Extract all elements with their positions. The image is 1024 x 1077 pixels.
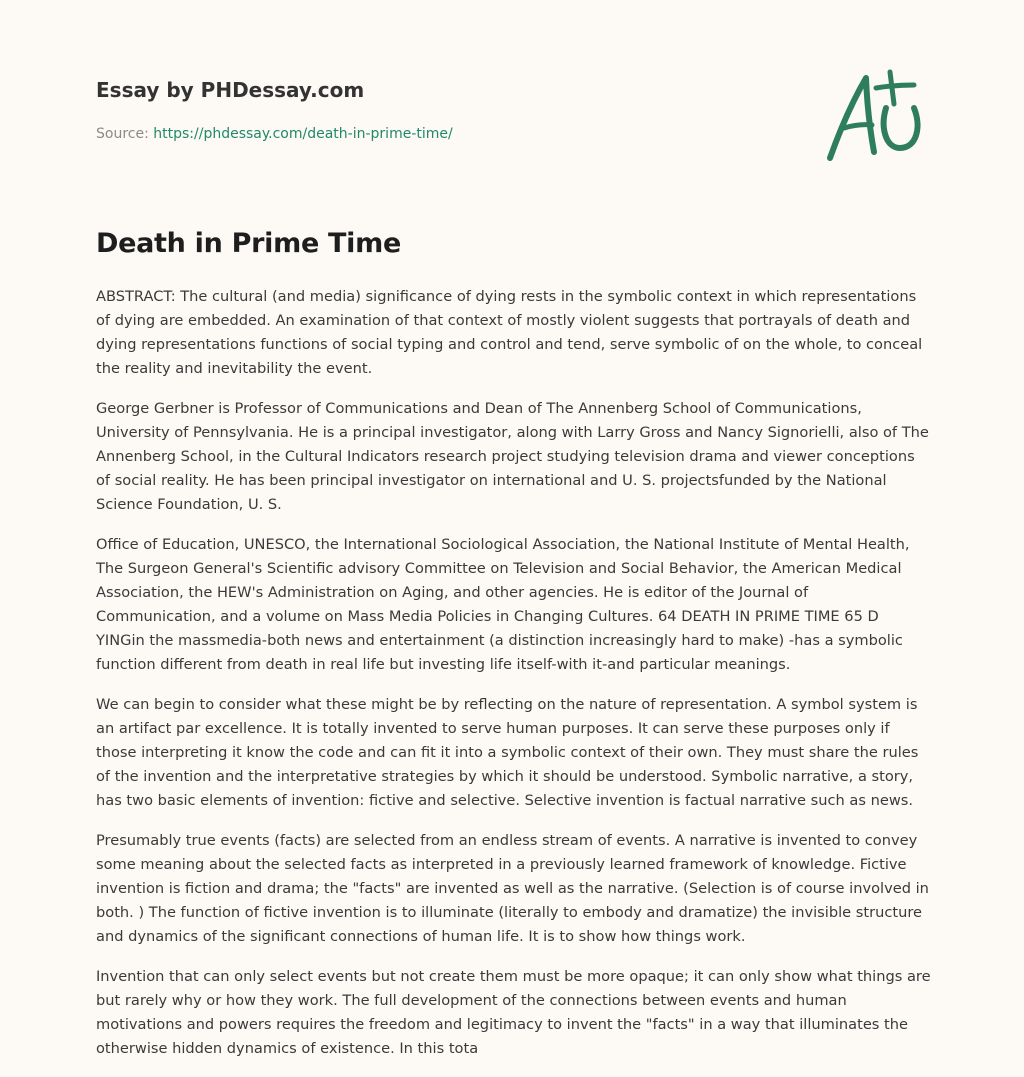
essay-paragraph: George Gerbner is Professor of Communications and Dean of The Annenberg School of Communications, University of Pennsylvania. He is a principal investigator, along with Larry Gross and Nancy Signorielli, also of The Annenberg School, in the Cultural Indicators research project studying television drama and viewer conceptions of social reality. He has been principal investigator on international and U. S. projectsfunded by the National Science Foundation, U. S. xyxy=(96,400,929,513)
essay-paragraph: Office of Education, UNESCO, the International Sociological Association, the National Institute of Mental Health, The Surgeon General's Scientific advisory Committee on Television and Social Behavior, the American Medical Association, the HEW's Administration on Aging, and other agencies. He is editor of the Journal of Communication, and a volume on Mass Media Policies in Changing Cultures. 64 DEATH IN PRIME TIME 65 D YINGin the massmedia-both news and entertainment (a distinction increasingly hard to make) -has a symbolic function different from death in real life but investing life itself-with it-and particular meanings. xyxy=(96,536,910,673)
source-label: Source: xyxy=(96,126,149,142)
site-title: Essay by PHDessay.com xyxy=(96,78,365,102)
essay-body xyxy=(96,285,932,1077)
essay-header xyxy=(96,76,656,144)
a-plus-grade-logo xyxy=(822,68,926,164)
essay-paragraph: Presumably true events (facts) are selected from an endless stream of events. A narrative is invented to convey some meaning about the selected facts as interpreted in a previously learned framework of knowledge. Fictive invention is fiction and drama; the "facts" are invented as well as the narrative. (Selection is of course involved in both. ) The function of fictive invention is to illuminate (literally to embody and dramatize) the invisible structure and dynamics of the significant connections of human life. It is to show how things work. xyxy=(96,832,929,945)
essay-title: Death in Prime Time xyxy=(96,228,401,259)
essay-paragraph: We can begin to consider what these might be by reflecting on the nature of representation. A symbol system is an artifact par excellence. It is totally invented to serve human purposes. It can serve these purposes only if those interpreting it know the code and can fit it into a symbolic context of their own. They must share the rules of the invention and the interpretative strategies by which it should be understood. Symbolic narrative, a story, has two basic elements of invention: fictive and selective. Selective invention is factual narrative such as news. xyxy=(96,696,919,809)
source-line xyxy=(96,124,656,144)
source-link[interactable]: https://phdessay.com/death-in-prime-time/ xyxy=(153,126,453,142)
essay-paragraph: Invention that can only select events but not create them must be more opaque; it can only show what things are but rarely why or how they work. The full development of the connections between events and human motivations and powers requires the freedom and legitimacy to invent the "facts" in a way that illuminates the otherwise hidden dynamics of existence. In this tota xyxy=(96,968,931,1057)
a-plus-icon xyxy=(822,68,926,164)
essay-paragraph: ABSTRACT: The cultural (and media) significance of dying rests in the symbolic context in which representations of dying are embedded. An examination of that context of mostly violent suggests that portrayals of death and dying representations functions of social typing and control and tend, serve symbolic of on the whole, to conceal the reality and inevitability the event. xyxy=(96,288,923,377)
